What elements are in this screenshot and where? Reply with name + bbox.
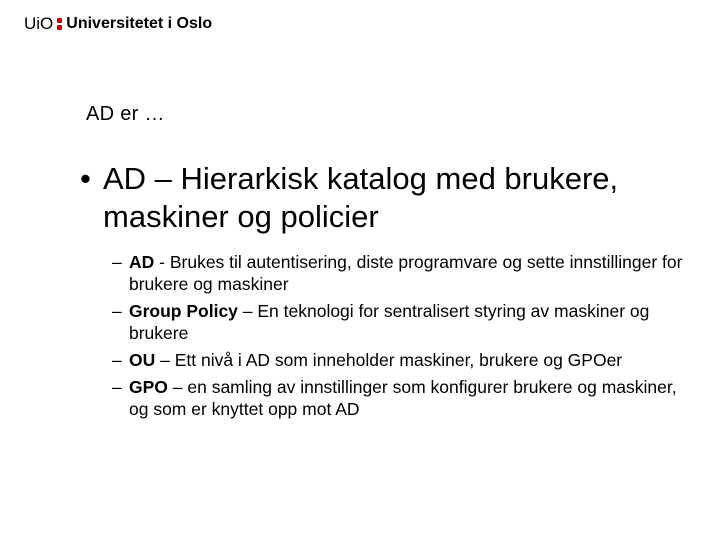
term-description: – en samling av innstillinger som konfigurer brukere og maskiner, og som er knyttet opp mot AD bbox=[129, 377, 677, 419]
bullet-marker: • bbox=[80, 161, 91, 196]
logo-dot-top bbox=[57, 18, 62, 23]
dash-marker: – bbox=[112, 377, 122, 397]
main-bullet bbox=[80, 160, 680, 236]
main-bullet-text: AD – Hierarkisk katalog med brukere, maskiner og policier bbox=[103, 161, 619, 234]
logo-dot-bottom bbox=[57, 25, 62, 30]
term-label: GPO bbox=[129, 377, 168, 397]
sub-bullet-ad bbox=[112, 251, 692, 295]
sub-bullet-ou bbox=[112, 349, 692, 371]
term-label: AD bbox=[129, 252, 155, 272]
dash-marker: – bbox=[112, 301, 122, 321]
logo-colon-icon bbox=[57, 17, 62, 31]
sub-bullet-group-policy bbox=[112, 300, 692, 344]
uio-logo bbox=[24, 13, 212, 35]
term-label: Group Policy bbox=[129, 301, 238, 321]
term-description: - Brukes til autentisering, diste programvare og sette innstillinger for brukere og maskiner bbox=[129, 252, 683, 294]
term-description: – En teknologi for sentralisert styring av maskiner og brukere bbox=[129, 301, 650, 343]
term-label: OU bbox=[129, 350, 156, 370]
dash-marker: – bbox=[112, 350, 122, 370]
sub-bullet-list bbox=[112, 251, 692, 425]
term-description: – Ett nivå i AD som inneholder maskiner, brukere og GPOer bbox=[155, 350, 623, 370]
logo-mark: UiO bbox=[24, 14, 54, 33]
dash-marker: – bbox=[112, 252, 122, 272]
institution-name: Universitetet i Oslo bbox=[66, 15, 213, 32]
sub-bullet-gpo bbox=[112, 376, 692, 420]
slide-title: AD er … bbox=[86, 103, 165, 125]
